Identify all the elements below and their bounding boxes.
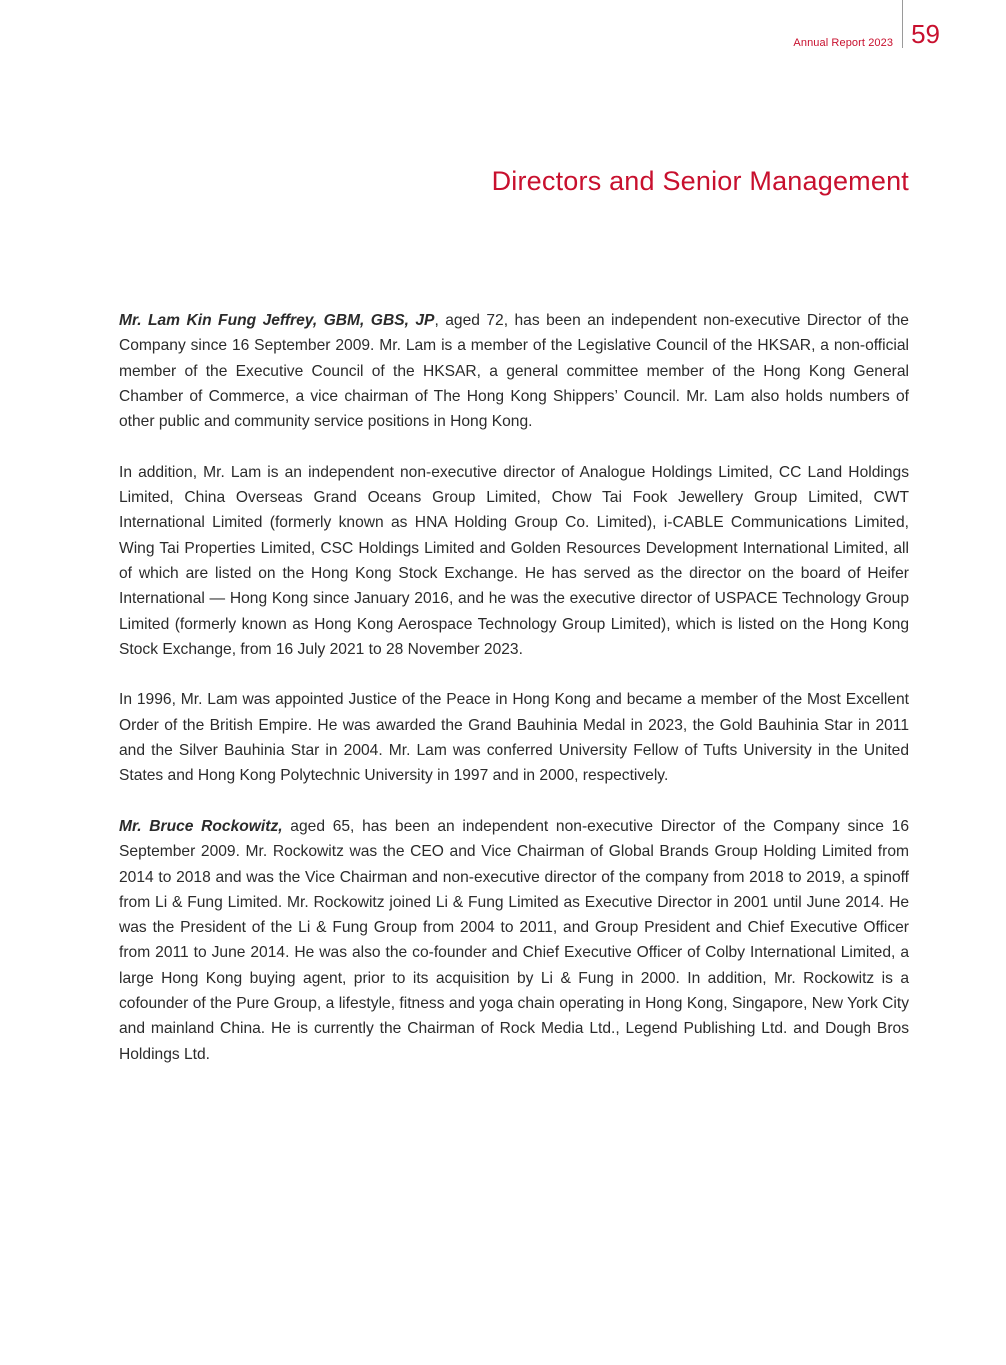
paragraph-text: aged 65, has been an independent non-executive Director of the Company since 16 September 2009. Mr. Rockowitz was the CEO and Vice Chairman of Global Brands Group Holding Limited from 2014 to 2018 and was the Vice Chairman and non-executive director of the company from 2018 to 2019, a spinoff from Li & Fung Limited. Mr. Rockowitz joined Li & Fung Limited as Executive Director in 2001 until June 2014. He was the President of the Li & Fung Group from 2004 to 2011, and Group President and Chief Executive Officer from 2011 to June 2014. He was also the co-founder and Chief Executive Officer of Colby International Limited, a large Hong Kong buying agent, prior to its acquisition by Li & Fung in 2000. In addition, Mr. Rockowitz is a cofounder of the Pure Group, a lifestyle, fitness and yoga chain operating in Hong Kong, Singapore, New York City and mainland China. He is currently the Chairman of Rock Media Ltd., Legend Publishing Ltd. and Dough Bros Holdings Ltd. [119, 817, 909, 1063]
paragraph-text: In addition, Mr. Lam is an independent non-executive director of Analogue Holdings Limited, CC Land Holdings Limited, China Overseas Grand Oceans Group Limited, Chow Tai Fook Jewellery Group Limited, CWT International Limited (formerly known as HNA Holding Group Co. Limited), i-CABLE Communications Limited, Wing Tai Properties Limited, CSC Holdings Limited and Golden Resources Development International Limited, all of which are listed on the Hong Kong Stock Exchange. He has served as the director on the board of Heifer International — Hong Kong since January 2016, and he was the executive director of USPACE Technology Group Limited (formerly known as Hong Kong Aerospace Technology Group Limited), which is listed on the Hong Kong Stock Exchange, from 16 July 2021 to 28 November 2023. [119, 463, 909, 658]
paragraph-rockowitz [119, 814, 909, 1067]
report-label: Annual Report 2023 [793, 37, 894, 49]
page-number: 59 [911, 19, 940, 49]
paragraph-text: , aged 72, has been an independent non-executive Director of the Company since 16 September 2009. Mr. Lam is a member of the Legislative Council of the HKSAR, a non-official member of the Executive Council of the HKSAR, a general committee member of the Hong Kong General Chamber of Commerce, a vice chairman of The Hong Kong Shippers’ Council. Mr. Lam also holds numbers of other public and community service positions in Hong Kong. [119, 312, 909, 431]
paragraph-lam-honours [119, 687, 909, 788]
header-divider [902, 0, 903, 48]
director-name-rockowitz: Mr. Bruce Rockowitz, [119, 817, 283, 835]
page-header [793, 0, 940, 52]
director-name-lam: Mr. Lam Kin Fung Jeffrey, GBM, GBS, JP [119, 312, 435, 329]
paragraph-lam-intro [119, 308, 909, 434]
body-content [119, 308, 909, 1092]
page-title: Directors and Senior Management [491, 166, 909, 196]
paragraph-lam-directorships [119, 460, 909, 662]
paragraph-text: In 1996, Mr. Lam was appointed Justice of the Peace in Hong Kong and became a member of the Most Excellent Order of the British Empire. He was awarded the Grand Bauhinia Medal in 2023, the Gold Bauhinia Star in 2011 and the Silver Bauhinia Star in 2004. Mr. Lam was conferred University Fellow of Tufts University in the United States and Hong Kong Polytechnic University in 1997 and in 2000, respectively. [119, 691, 909, 785]
